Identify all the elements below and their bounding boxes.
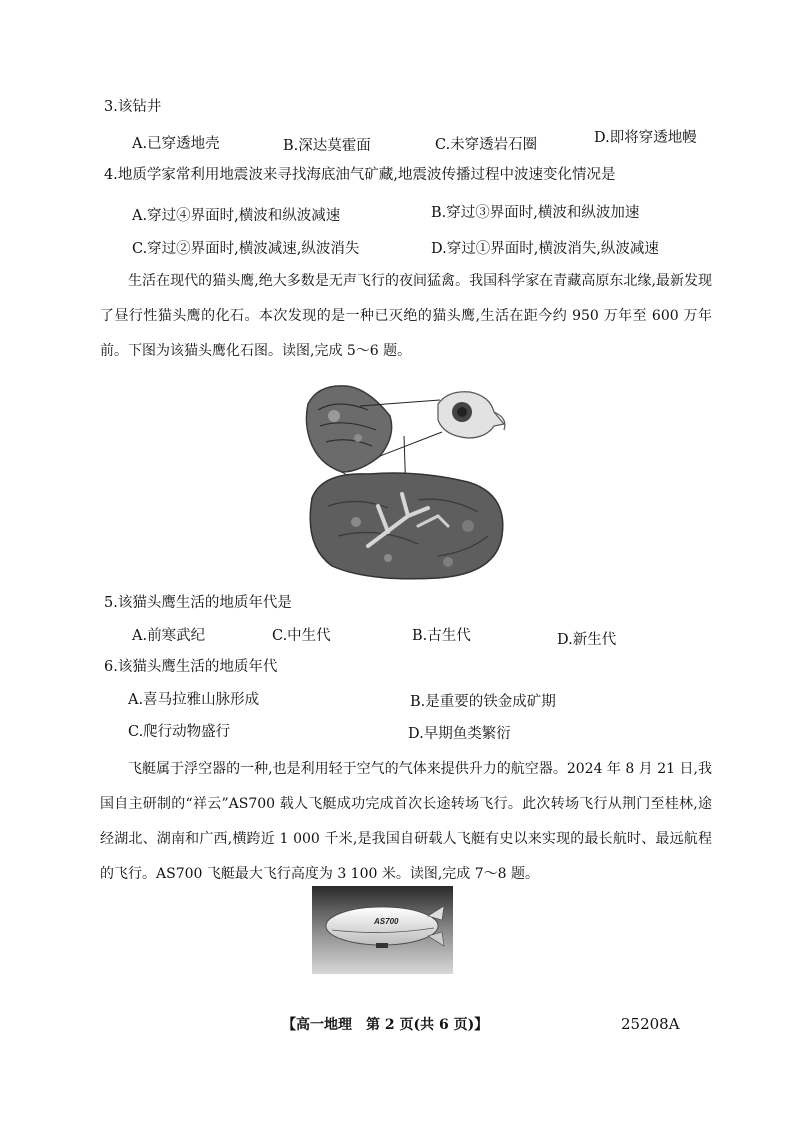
question-5-option-d: D.新生代 <box>557 632 617 648</box>
owl-fossil-figure <box>298 376 518 581</box>
question-6-option-b: B.是重要的铁金成矿期 <box>410 694 556 710</box>
question-6-option-d: D.早期鱼类繁衍 <box>408 726 511 742</box>
question-6-option-a: A.喜马拉雅山脉形成 <box>128 692 260 708</box>
question-6-stem: 6.该猫头鹰生活的地质年代 <box>104 659 278 675</box>
question-4-stem: 4.地质学家常利用地震波来寻找海底油气矿藏,地震波传播过程中波速变化情况是 <box>104 167 616 183</box>
question-3-stem: 3.该钻井 <box>104 99 162 115</box>
question-4-option-b: B.穿过③界面时,横波和纵波加速 <box>431 205 640 221</box>
airship-figure <box>312 886 453 974</box>
question-4-option-d: D.穿过①界面时,横波消失,纵波减速 <box>431 241 659 257</box>
passage-owl-fossil-text: 生活在现代的猫头鹰,绝大多数是无声飞行的夜间猛禽。我国科学家在青藏高原东北缘,最新发现了昼行性猫头鹰的化石。本次发现的是一种已灭绝的猫头鹰,生活在距今约 950 万年至 600 万年前。下图为该猫头鹰化石图。读图,完成 5～6 题。 <box>100 273 712 359</box>
airship-hull-label: AS700 <box>374 917 399 926</box>
question-5-option-c: C.中生代 <box>272 628 331 644</box>
question-4-option-c: C.穿过②界面时,横波减速,纵波消失 <box>132 241 360 257</box>
question-3-option-d: D.即将穿透地幔 <box>594 130 697 146</box>
question-5-option-b: B.古生代 <box>412 628 471 644</box>
passage-airship <box>100 752 712 892</box>
question-6-option-c: C.爬行动物盛行 <box>128 724 231 740</box>
question-3-option-b: B.深达莫霍面 <box>283 138 371 154</box>
question-4-option-a: A.穿过④界面时,横波和纵波减速 <box>132 208 341 224</box>
question-3-option-a: A.已穿透地壳 <box>132 136 220 152</box>
owl-fossil-image <box>298 376 518 581</box>
passage-airship-text: 飞艇属于浮空器的一种,也是利用轻于空气的气体来提供升力的航空器。2024 年 8 月 21 日,我国自主研制的“祥云”AS700 载人飞艇成功完成首次长途转场飞行。此次转场飞行从荆门至桂林,途经湖北、湖南和广西,横跨近 1 000 千米,是我国自研载人飞艇有史以来实现的最长航时、最远航程的飞行。AS700 飞艇最大飞行高度为 3 100 米。读图,完成 7～8 题。 <box>100 761 712 882</box>
airship-photo <box>312 886 453 974</box>
question-3-option-c: C.未穿透岩石圈 <box>435 137 538 153</box>
question-5-stem: 5.该猫头鹰生活的地质年代是 <box>104 595 292 611</box>
question-5-option-a: A.前寒武纪 <box>132 628 206 644</box>
footer-exam-code: 25208A <box>621 1015 680 1033</box>
passage-owl-fossil <box>100 264 712 369</box>
footer-page-info: 【高一地理 第 2 页(共 6 页)】 <box>282 1017 489 1033</box>
